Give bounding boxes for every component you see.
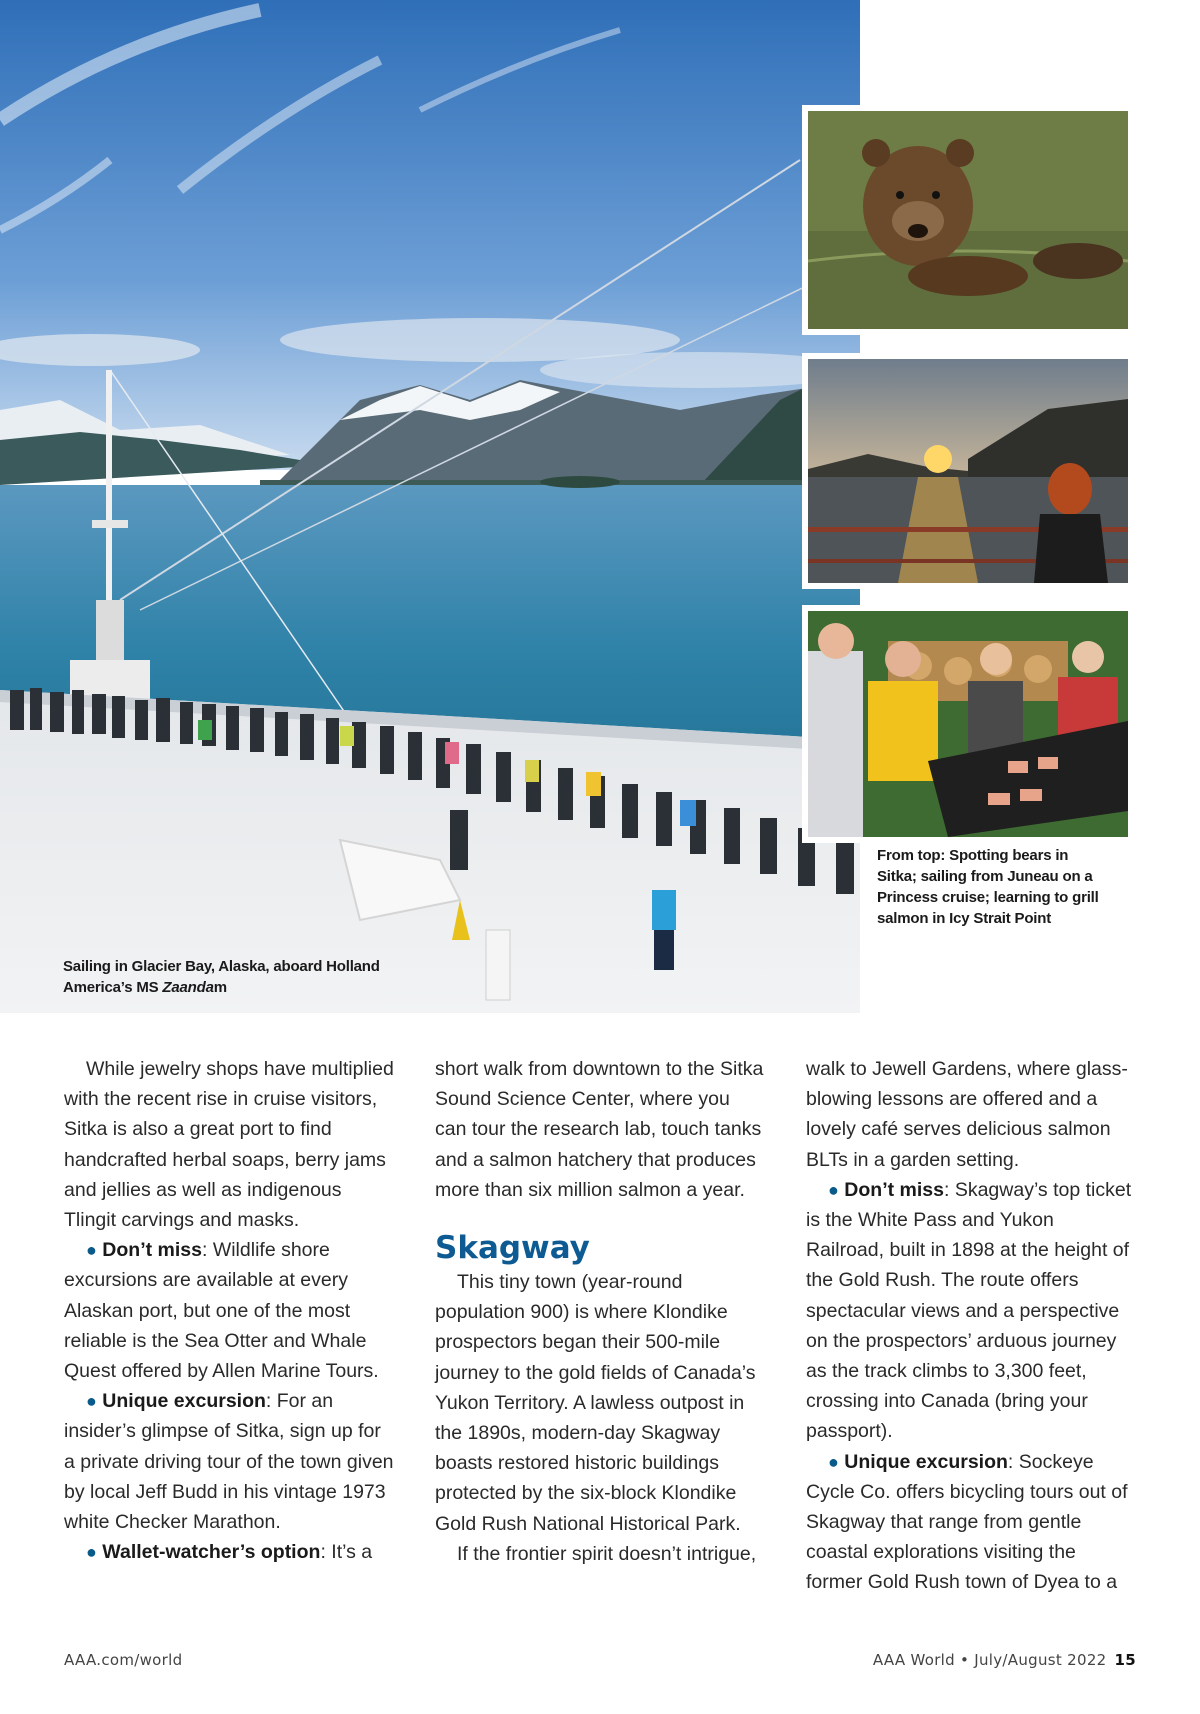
bullet-unique-excursion (64, 1386, 394, 1537)
footer-url: AAA.com/world (64, 1651, 183, 1669)
bullet-icon: ● (86, 1391, 97, 1412)
bullet-text: : For an insider’s glimpse of Sitka, sign up for a private driving tour of the town given by local Jeff Budd in his vintage 1973 white Checker Marathon. (64, 1390, 394, 1534)
glacier-bay-photo (0, 0, 860, 1013)
bullet-text: : Sockeye Cycle Co. offers bicycling tours out of Skagway that range from gentle coastal explorations visiting the former Gold Rush town of Dyea to a (806, 1450, 1128, 1594)
bullet-icon: ● (86, 1240, 97, 1261)
section-heading-skagway: Skagway (435, 1230, 590, 1267)
bullet-lead: Wallet-watcher’s option (102, 1541, 321, 1564)
paragraph: This tiny town (year-round population 900) is where Klondike prospectors began their 500-mile journey to the gold fields of Canada’s Yukon Territory. A lawless outpost in the 1890s, modern-day Skagway boasts restored historic buildings protected by the six-block Klondike Gold Rush National Historical Park. (435, 1271, 756, 1535)
bullet-lead: Unique excursion (844, 1450, 1008, 1473)
bullet-icon: ● (828, 1179, 839, 1200)
bullet-wallet-watcher (64, 1537, 394, 1567)
bullet-icon: ● (828, 1451, 839, 1472)
bullet-text: : Wildlife shore excursions are available at every Alaskan port, but one of the most reliable is the Sea Otter and Whale Quest offered by Allen Marine Tours. (64, 1239, 379, 1383)
bullet-icon: ● (86, 1542, 97, 1563)
sunset-photo (802, 353, 1134, 589)
page-number: 15 (1114, 1651, 1136, 1669)
paragraph: If the frontier spirit doesn’t intrigue, (457, 1542, 757, 1565)
grill-photo (802, 605, 1134, 843)
bullet-lead: Don’t miss (844, 1178, 944, 1201)
footer-issue-text: AAA World • July/August 2022 (872, 1651, 1107, 1669)
bullet-lead: Unique excursion (102, 1390, 266, 1413)
column-1 (64, 1054, 394, 1567)
bullet-lead: Don’t miss (102, 1239, 202, 1262)
paragraph: short walk from downtown to the Sitka Sound Science Center, where you can tour the research lab, touch tanks and a salmon hatchery that produces more than six million salmon a year. (435, 1058, 764, 1201)
bullet-text: : Skagway’s top ticket is the White Pass and Yukon Railroad, built in 1898 at the height of the Gold Rush. The route offers spectacular views and a perspective on the prospectors’ arduous journey as the track climbs to 3,300 feet, crossing into Canada (bring your passport). (806, 1178, 1132, 1443)
paragraph: walk to Jewell Gardens, where glass-blowing lessons are offered and a lovely café serves delicious salmon BLTs in a garden setting. (806, 1058, 1128, 1171)
bear-photo (802, 105, 1134, 335)
footer-issue (873, 1651, 1136, 1669)
side-photos-caption: From top: Spotting bears in Sitka; sailing from Juneau on a Princess cruise; learning to grill salmon in Icy Strait Point (877, 847, 1099, 927)
bullet-text: : It’s a (320, 1541, 373, 1564)
bullet-dont-miss (806, 1175, 1136, 1447)
column-3 (806, 1054, 1136, 1598)
hero-caption: Sailing in Glacier Bay, Alaska, aboard Holland America’s MS Zaandam (63, 958, 380, 996)
bullet-unique-excursion (806, 1447, 1136, 1598)
hero-photo (0, 0, 860, 1013)
bullet-dont-miss (64, 1235, 394, 1386)
column-2 (435, 1054, 765, 1569)
paragraph: While jewelry shops have multiplied with the recent rise in cruise visitors, Sitka is also a great port to find handcrafted herbal soaps, berry jams and jellies as well as indigenous Tlingit carvings and masks. (64, 1058, 394, 1232)
